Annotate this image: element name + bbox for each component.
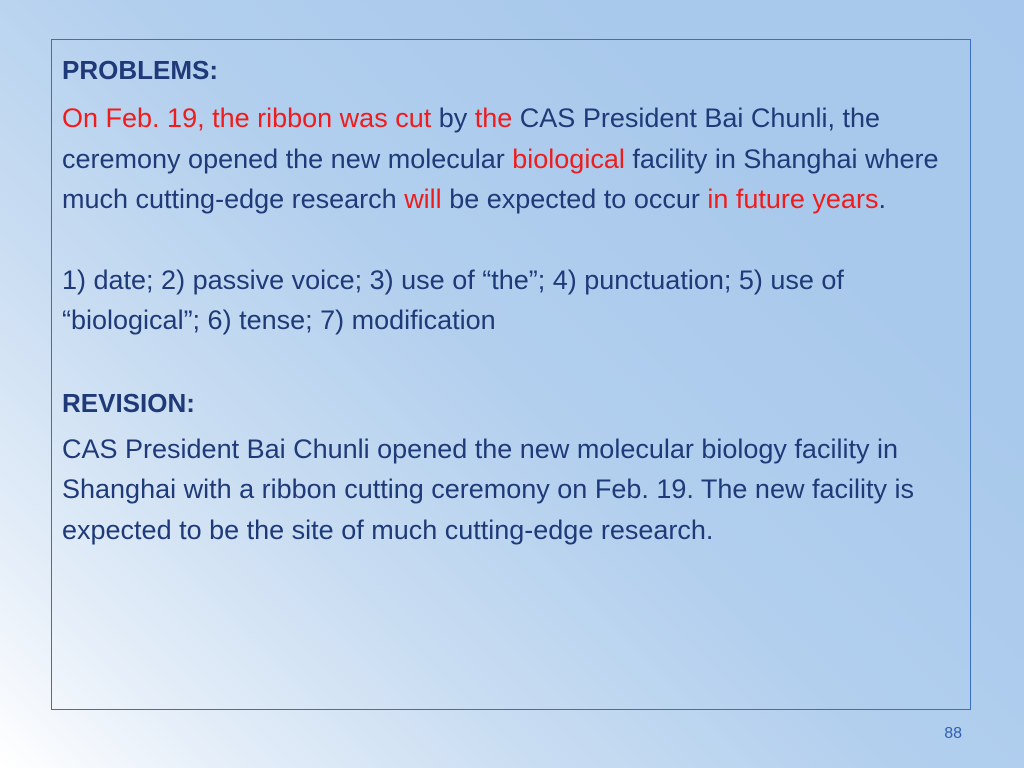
sentence-text: . xyxy=(878,184,886,214)
sentence-text: CAS President Bai Chunli, the ceremony opened the new molecular xyxy=(62,103,880,174)
error-biological: biological xyxy=(512,143,625,174)
error-tense-will: will xyxy=(404,184,442,214)
problem-sentence xyxy=(62,98,960,220)
problems-heading: PROBLEMS: xyxy=(62,55,218,85)
sentence-text: be expected to occur xyxy=(441,184,708,214)
problems-list: 1) date; 2) passive voice; 3) use of “the”; 4) punctuation; 5) use of “biological”; 6) tense; 7) modification xyxy=(62,264,844,335)
page-number: 88 xyxy=(944,725,962,742)
error-passive-voice: On Feb. 19, the ribbon was cut xyxy=(62,103,432,133)
revision-text: CAS President Bai Chunli opened the new molecular biology facility in Shanghai with a ribbon cutting ceremony on Feb. 19. The new facility is expected to be the site of much cutting-edge research. xyxy=(62,433,914,545)
revision-heading: REVISION: xyxy=(62,387,195,418)
error-modification: in future years xyxy=(707,184,879,214)
content-box xyxy=(51,39,971,710)
error-article-the: the xyxy=(474,103,513,133)
sentence-text: facility in Shanghai where much cutting-edge research xyxy=(62,143,939,214)
sentence-text: by xyxy=(431,103,475,133)
